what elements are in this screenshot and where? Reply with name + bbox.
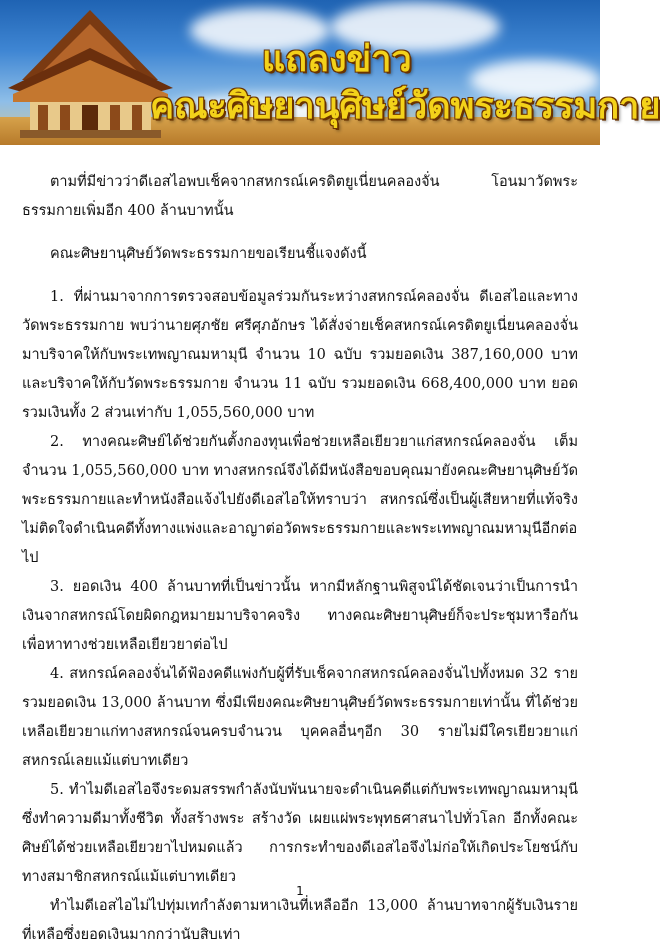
point-2-paragraph: 2. ทางคณะศิษย์ได้ช่วยกันตั้งกองทุนเพื่อช่วยเหลือเยียวยาแก่สหกรณ์คลองจั่น เต็มจำนวน 1,055,560,000 บาท ทางสหกรณ์จึงได้มีหนังสือขอบคุณมายังคณะศิษยานุศิษย์วัดพระธรรมกายและทำหนังสือแจ้งไปยังดีเอสไอให้ทราบว่า สหกรณ์ซึ่งเป็นผู้เสียหายที่แท้จริงไม่ติดใจดำเนินคดีทั้งทางแพ่งและอาญาต่อวัดพระธรรมกายและพระเทพญาณมหามุนีอีกต่อไป [22,434,578,566]
intro-paragraph: ตามที่มีข่าวว่าดีเอสไอพบเช็คจากสหกรณ์เครดิตยูเนี่ยนคลองจั่น โอนมาวัดพระธรรมกายเพิ่มอีก 400 ล้านบาทนั้น [22,174,578,219]
header-banner [0,0,660,145]
clarification-heading: คณะศิษยานุศิษย์วัดพระธรรมกายขอเรียนชี้แจงดังนี้ [50,246,367,262]
point-4-paragraph: 4. สหกรณ์คลองจั่นได้ฟ้องคดีแพ่งกับผู้ที่รับเช็คจากสหกรณ์คลองจั่นไปทั้งหมด 32 ราย รวมยอดเงิน 13,000 ล้านบาท ซึ่งมีเพียงคณะศิษยานุศิษย์วัดพระธรรมกายเท่านั้น ที่ได้ช่วยเหลือเยียวยาแก่ทางสหกรณ์จนครบจำนวน บุคคลอื่นๆอีก 30 รายไม่มีใครเยียวยาแก่สหกรณ์เลยแม้แต่บาทเดียว [22,666,578,769]
page-number: 1 [296,884,304,898]
temple-illustration [8,10,173,140]
statement-body [22,168,578,950]
closing-paragraph: ทำไมดีเอสไอไม่ไปทุ่มเทกำลังตามหาเงินที่เหลืออีก 13,000 ล้านบาทจากผู้รับเงินรายที่เหลือซึ่งยอดเงินมากกว่านับสิบเท่า [22,898,578,943]
banner-subtitle: คณะศิษยานุศิษย์วัดพระธรรมกาย [150,86,660,127]
point-3-paragraph: 3. ยอดเงิน 400 ล้านบาทที่เป็นข่าวนั้น หากมีหลักฐานพิสูจน์ได้ชัดเจนว่าเป็นการนำเงินจากสหกรณ์โดยผิดกฎหมายมาบริจาคจริง ทางคณะศิษยานุศิษย์ก็จะประชุมหารือกันเพื่อหาทางช่วยเหลือเยียวยาต่อไป [22,579,578,653]
banner-title: แถลงข่าว [262,39,412,80]
point-5-paragraph: 5. ทำไมดีเอสไอจึงระดมสรรพกำลังนับพันนายจะดำเนินคดีแต่กับพระเทพญาณมหามุนีซึ่งทำความดีมาทั้งชีวิต ทั้งสร้างพระ สร้างวัด เผยแผ่พระพุทธศาสนาไปทั่วโลก อีกทั้งคณะศิษย์ได้ช่วยเหลือเยียวยาไปหมดแล้ว การกระทำของดีเอสไอจึงไม่ก่อให้เกิดประโยชน์กับทางสมาชิกสหกรณ์แม้แต่บาทเดียว [22,782,578,885]
point-1-paragraph: 1. ที่ผ่านมาจากการตรวจสอบข้อมูลร่วมกันระหว่างสหกรณ์คลองจั่น ดีเอสไอและทางวัดพระธรรมกาย พบว่านายศุภชัย ศรีศุภอักษร ได้สั่งจ่ายเช็คสหกรณ์เครดิตยูเนี่ยนคลองจั่น มาบริจาคให้กับพระเทพญาณมหามุนี จำนวน 10 ฉบับ รวมยอดเงิน 387,160,000 บาท และบริจาคให้กับวัดพระธรรมกาย จำนวน 11 ฉบับ รวมยอดเงิน 668,400,000 บาท ยอดรวมเงินทั้ง 2 ส่วนเท่ากับ 1,055,560,000 บาท [22,289,578,421]
